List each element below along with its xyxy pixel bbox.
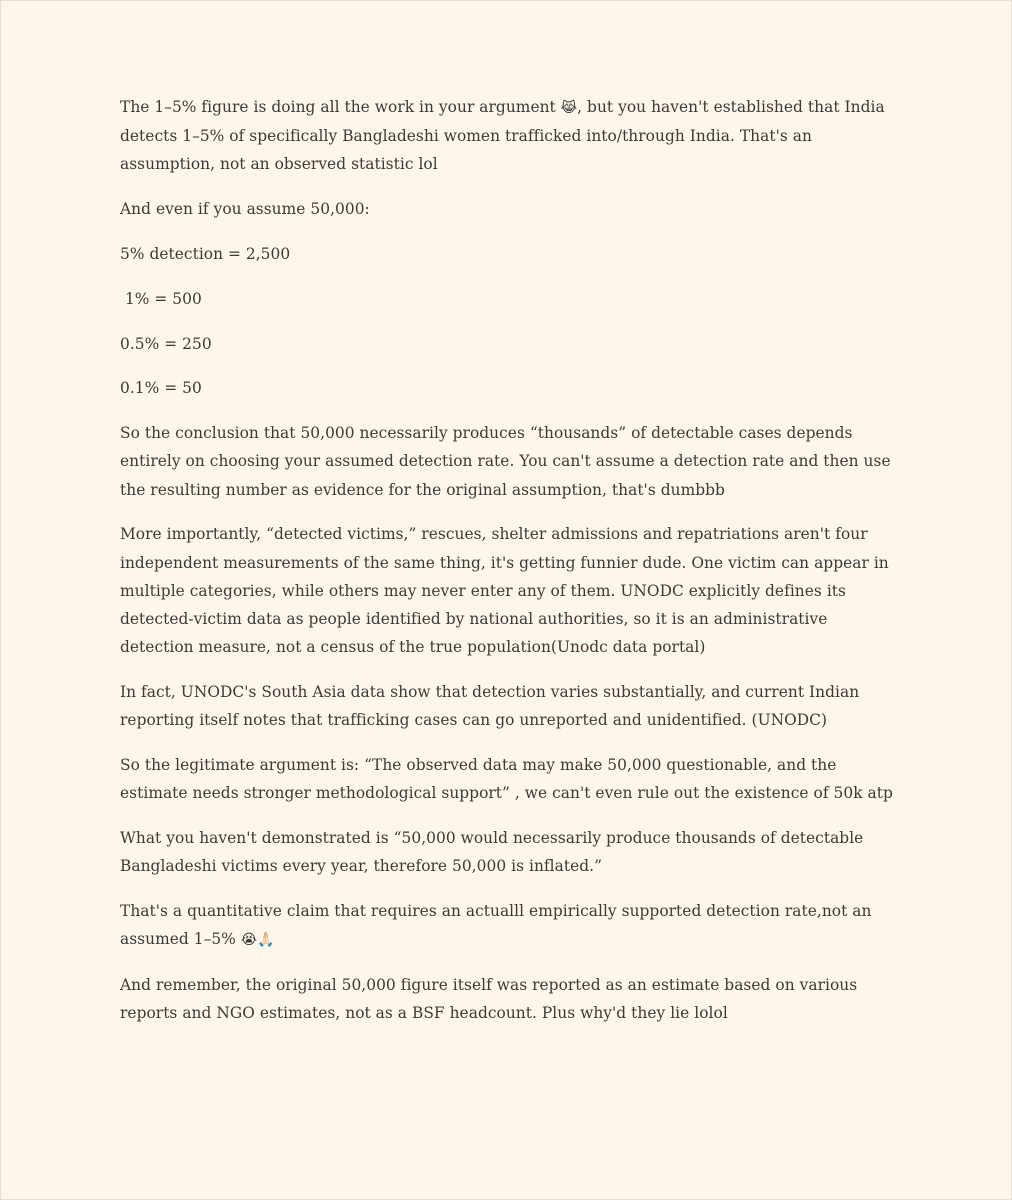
paragraph-10: So the legitimate argument is: “The observed data may make 50,000 questionable, and the estimate needs stronger methodological support” , we can't even rule out the existence of 50k atp — [120, 756, 893, 803]
paragraph-13: And remember, the original 50,000 figure itself was reported as an estimate based on various reports and NGO estimates, not as a BSF headcount. Plus why'd they lie lolol — [120, 976, 863, 1023]
paragraph-5: 0.5% = 250 — [120, 334, 212, 353]
paragraph-1-text-a: The 1–5% figure is doing all the work in your argument — [120, 98, 561, 116]
laughing-cat-emoji-icon: 😹 — [560, 100, 578, 116]
paragraph-6: 0.1% = 50 — [120, 379, 202, 398]
crying-praying-emoji-icon: 😭🙏🏻 — [240, 932, 275, 949]
document-body — [120, 93, 900, 1044]
paragraph-12-text: That's a quantitative claim that requires an actualll empirically supported detection rate,not an assumed 1–5% — [120, 902, 877, 949]
paragraph-3: 5% detection = 2,500 — [120, 245, 291, 263]
paragraph-12 — [120, 897, 900, 954]
paragraph-2: And even if you assume 50,000: — [120, 200, 370, 219]
paragraph-9: In fact, UNODC's South Asia data show that detection varies substantially, and current Indian reporting itself notes that trafficking cases can go unreported and unidentified. (UNODC) — [120, 683, 865, 730]
paragraph-8: More importantly, “detected victims,” rescues, shelter admissions and repatriations aren't four independent measurements of the same thing, it's getting funnier dude. One victim can appear in multiple categories, while others may never enter any of them. UNODC explicitly defines its detected-victim data as people identified by national authorities, so it is an administrative detection measure, not a census of the true population(Unodc data portal) — [120, 525, 894, 657]
paragraph-1 — [120, 93, 900, 179]
paragraph-11: What you haven't demonstrated is “50,000 would necessarily produce thousands of detectable Bangladeshi victims every year, therefore 50,000 is inflated.” — [120, 829, 869, 876]
paragraph-1-text-b: , but you haven't established that India detects 1–5% of specifically Bangladeshi women trafficked into/through India. That's an assumption, not an observed statistic lol — [120, 98, 890, 174]
paragraph-4: 1% = 500 — [120, 289, 202, 308]
paragraph-7: So the conclusion that 50,000 necessarily produces “thousands” of detectable cases depends entirely on choosing your assumed detection rate. You can't assume a detection rate and then use the resulting number as evidence for the original assumption, that's dumbbb — [120, 424, 896, 499]
